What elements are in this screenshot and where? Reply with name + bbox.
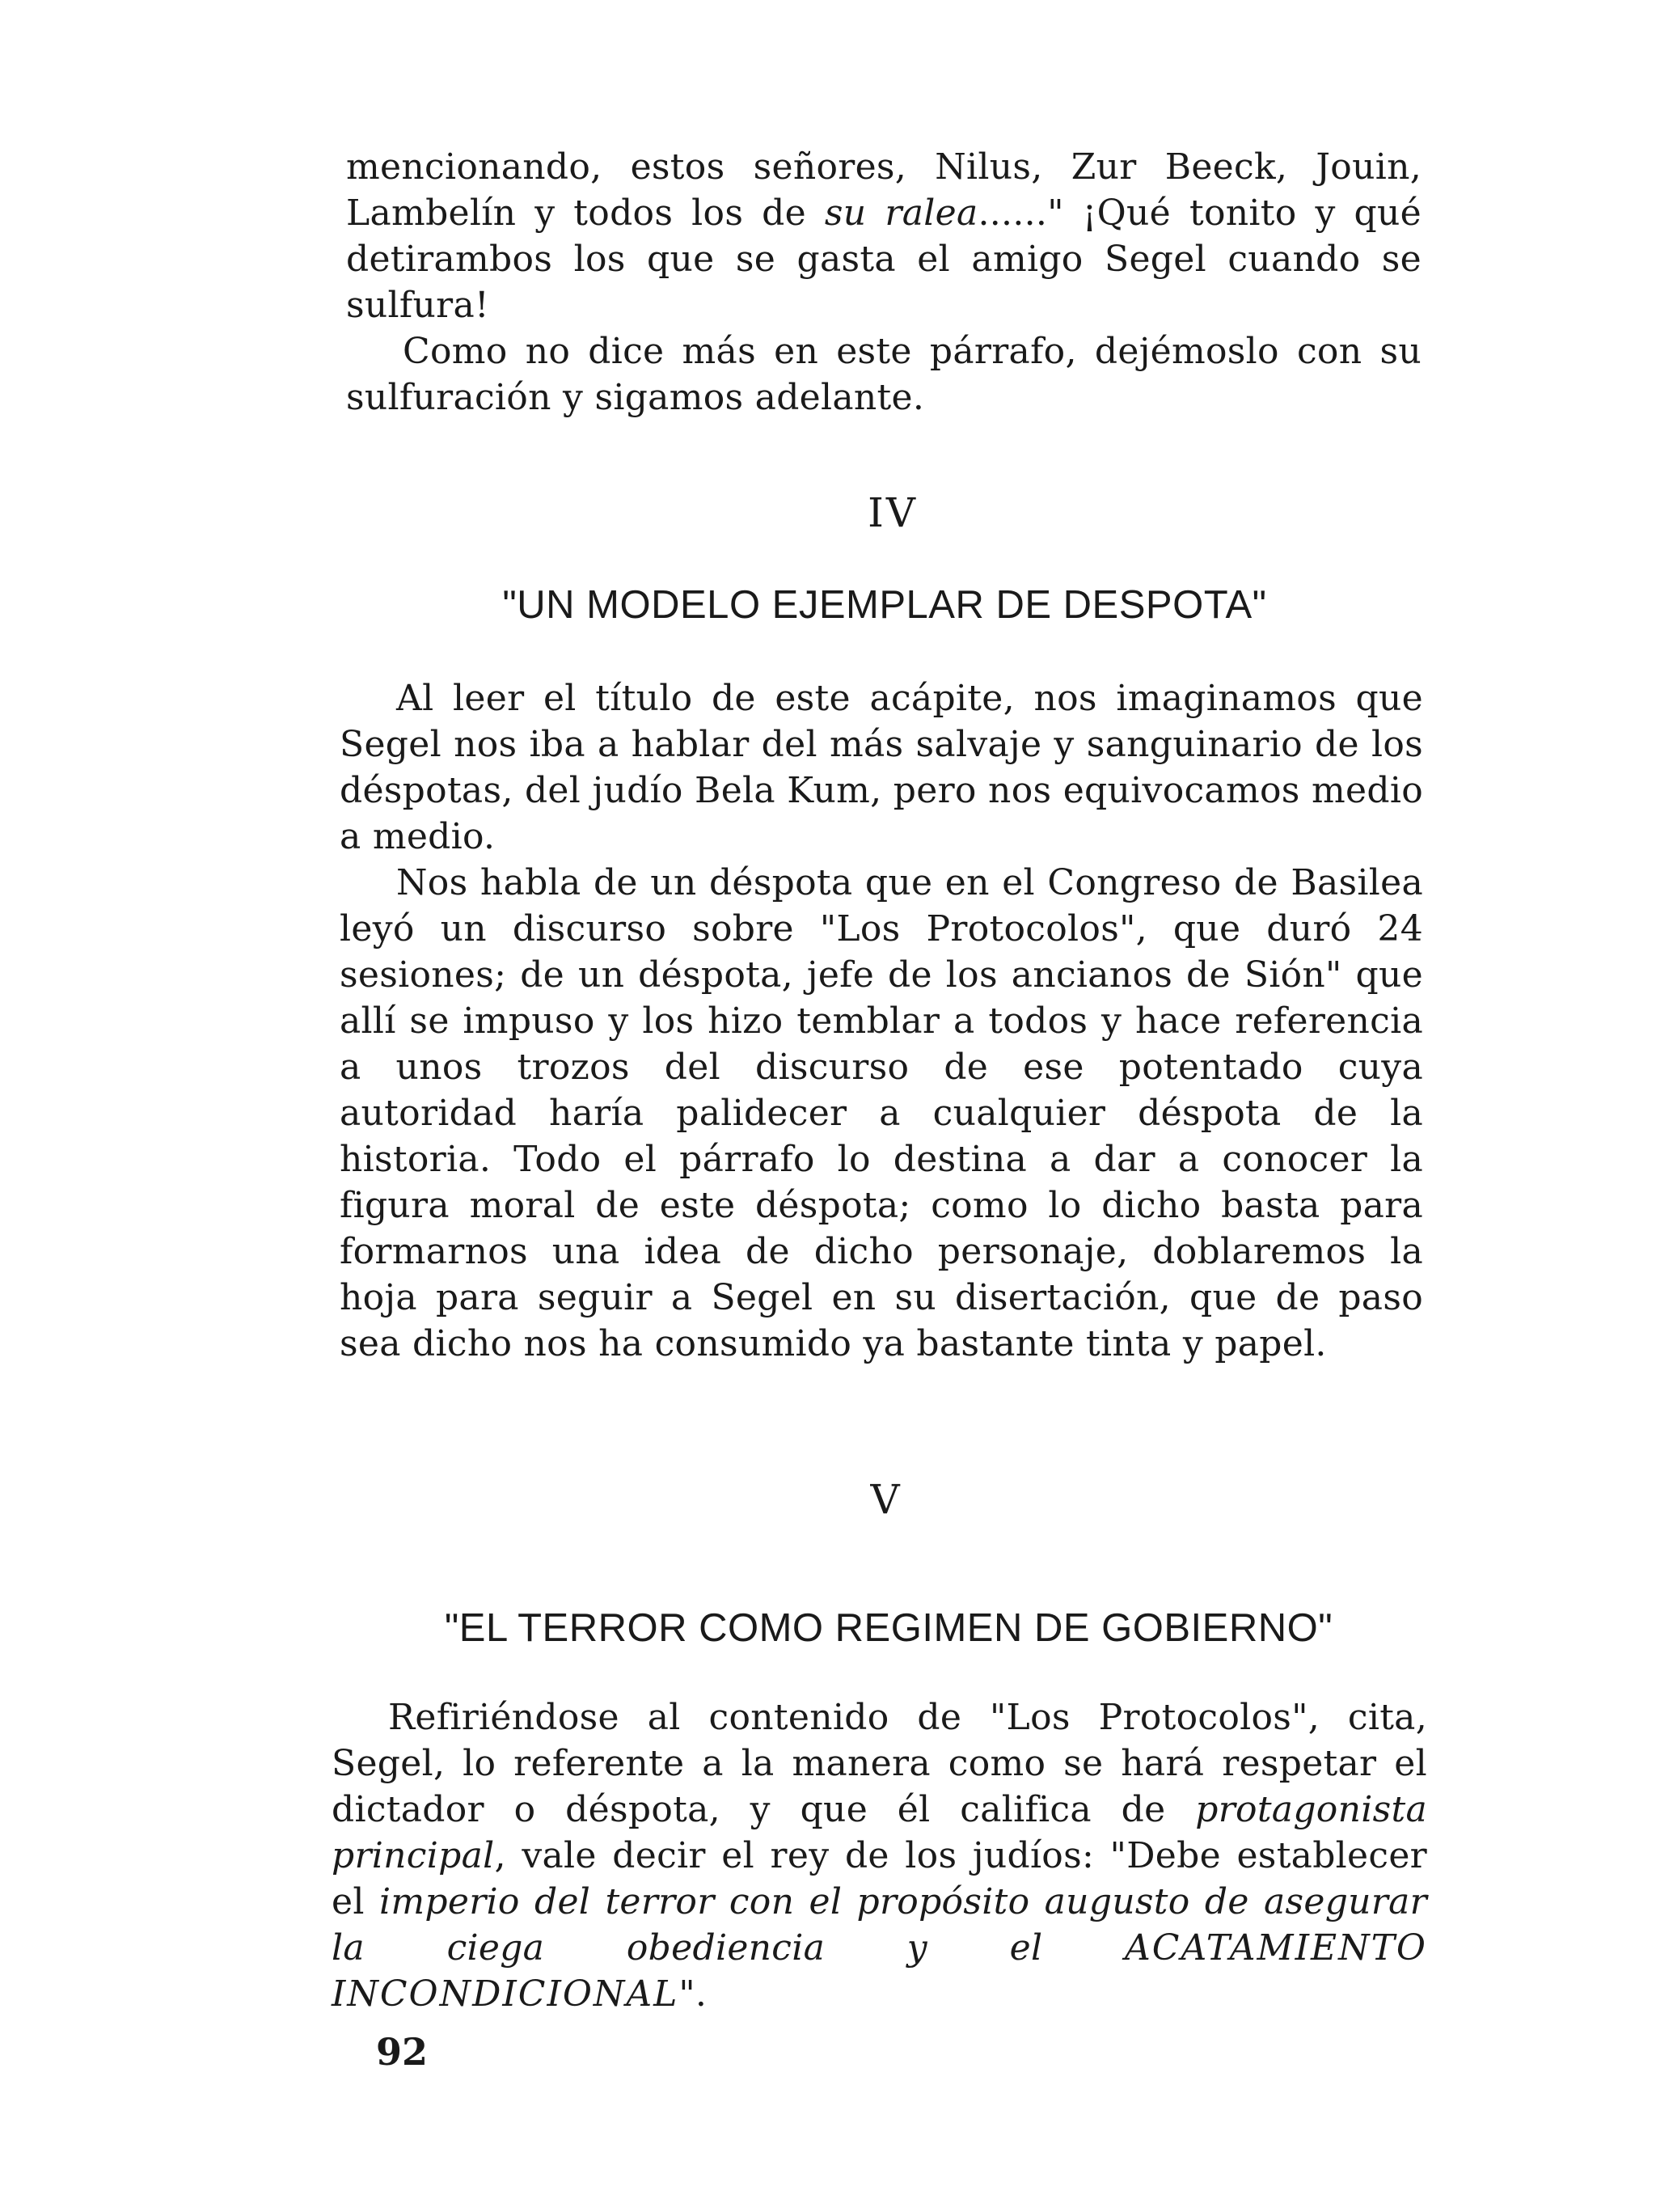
section-iv-paragraph-1: Al leer el título de este acápite, nos imaginamos que Segel nos iba a hablar del más salvaje y sanguinario de los déspotas, del judío Bela Kum, pero nos equivocamos medio a medio.	[340, 678, 1423, 857]
opening-text	[346, 144, 1422, 421]
section-v-caps: ACATAMIENTO INCONDICIONAL	[332, 1927, 1427, 2015]
section-v-paragraph-1	[332, 1694, 1427, 2017]
section-v-text-a: Refiriéndose al contenido de "Los Protocolos", cita, Segel, lo referente a la manera como se hará respetar el dictador o déspota, y que él califica de	[332, 1697, 1427, 1830]
section-iv-body	[340, 675, 1423, 1367]
opening-paragraph-2: Como no dice más en este párrafo, dejémoslo con su sulfuración y sigamos adelante.	[346, 331, 1422, 418]
opening-paragraph-1	[346, 144, 1422, 328]
opening-text-b: ......" ¡Qué tonito y qué detirambos los que se gasta el amigo Segel cuando se sulfura!	[346, 192, 1422, 326]
opening-text-a: mencionando, estos señores, Nilus, Zur Beeck, Jouin, Lambelín y todos los de	[346, 146, 1422, 234]
section-v-body	[332, 1694, 1427, 2017]
section-heading-v: "EL TERROR COMO REGIMEN DE GOBIERNO"	[444, 1606, 1333, 1650]
section-v-text-b: , vale decir el rey de los judíos: "Debe establecer el	[332, 1835, 1427, 1922]
section-v-italic-1: protagonista principal	[332, 1789, 1427, 1876]
opening-italic: su ralea	[824, 192, 978, 234]
section-numeral-iv: IV	[868, 489, 918, 536]
section-numeral-v: V	[870, 1476, 902, 1523]
page-number: 92	[376, 2030, 429, 2074]
section-v-text-c: ".	[678, 1973, 708, 2015]
section-heading-iv: "UN MODELO EJEMPLAR DE DESPOTA"	[502, 583, 1267, 627]
section-iv-paragraph-2: Nos habla de un déspota que en el Congreso de Basilea leyó un discurso sobre "Los Protocolos", que duró 24 sesiones; de un déspota, jefe de los ancianos de Sión" que allí se impuso y los hizo temblar a todos y hace referencia a unos trozos del discurso de ese potentado cuya autoridad haría palidecer a cualquier déspota de la historia. Todo el párrafo lo destina a dar a conocer la figura moral de este déspota; como lo dicho basta para formarnos una idea de dicho personaje, doblaremos la hoja para seguir a Segel en su disertación, que de paso sea dicho nos ha consumido ya bastante tinta y papel.	[340, 862, 1423, 1364]
section-v-italic-2: imperio del terror con el propósito augusto de asegurar la ciega obediencia y el	[332, 1881, 1427, 1969]
